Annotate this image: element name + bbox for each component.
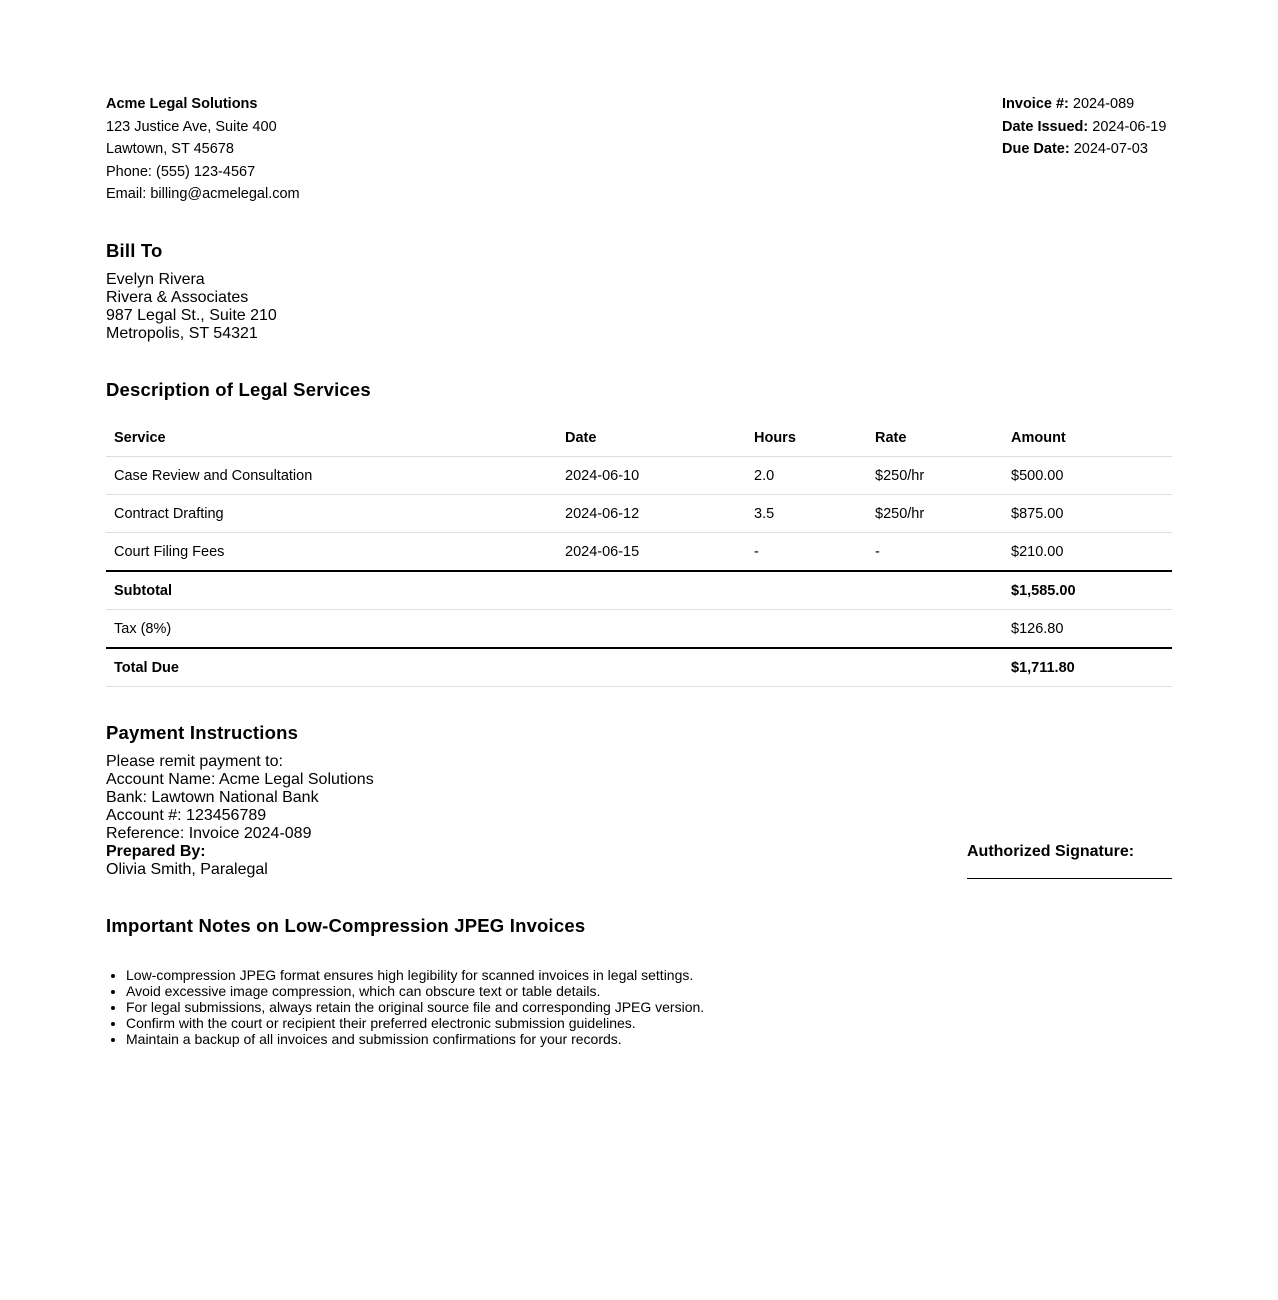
list-item: • Low-compression JPEG format ensures high legibility for scanned invoices in legal settings. (126, 967, 704, 983)
client-address-line2: Metropolis, ST 54321 (106, 325, 258, 342)
amount-cell: $210.00 (1003, 533, 1172, 572)
due-date: 2024-07-03 (1073, 141, 1148, 157)
payment-heading: Payment Instructions (106, 722, 299, 743)
prepared-by: Olivia Smith, Paralegal (106, 861, 268, 878)
company-email: Email: billing@acmelegal.com (106, 186, 300, 202)
rate-cell: $250/hr (867, 495, 1003, 533)
account-name: Account Name: Acme Legal Solutions (106, 771, 374, 788)
date-issued-row (1002, 116, 1166, 139)
client-firm: Rivera & Associates (106, 289, 249, 306)
rate-cell: $250/hr (867, 457, 1003, 495)
service-cell: Court Filing Fees (106, 533, 557, 572)
due-date-row (1002, 138, 1166, 161)
date-cell: 2024-06-10 (557, 457, 746, 495)
services-heading: Description of Legal Services (106, 379, 371, 400)
services-table (106, 419, 1172, 687)
rate-cell: - (867, 533, 1003, 572)
subtotal-label: Subtotal (106, 571, 557, 610)
company-name: Acme Legal Solutions (106, 96, 258, 112)
prepared-by-label: Prepared By: (106, 843, 206, 860)
list-item: • Avoid excessive image compression, which can obscure text or table details. (126, 983, 704, 999)
due-date-label: Due Date: (1002, 141, 1070, 157)
date-cell: 2024-06-15 (557, 533, 746, 572)
service-cell: Contract Drafting (106, 495, 557, 533)
invoice-number-row (1002, 93, 1166, 116)
table-row (106, 533, 1172, 572)
hours-cell: - (746, 533, 867, 572)
total-due-row (106, 648, 1172, 687)
payment-intro: Please remit payment to: (106, 753, 283, 770)
company-address-line1: 123 Justice Ave, Suite 400 (106, 118, 277, 135)
company-phone: Phone: (555) 123-4567 (106, 163, 256, 180)
invoice-meta (1002, 93, 1166, 161)
invoice-number: 2024-089 (1072, 96, 1135, 112)
authorized-signature-label: Authorized Signature: (967, 843, 1135, 860)
account-number: Account #: 123456789 (106, 807, 267, 824)
service-cell: Case Review and Consultation (106, 457, 557, 495)
column-header-hours: Hours (746, 419, 867, 457)
date-cell: 2024-06-12 (557, 495, 746, 533)
total-due-amount: $1,711.80 (1003, 648, 1172, 687)
table-row (106, 495, 1172, 533)
list-item: • Maintain a backup of all invoices and submission confirmations for your records. (126, 1031, 704, 1047)
signature-line (967, 878, 1172, 879)
invoice-number-label: Invoice #: (1002, 96, 1069, 112)
subtotal-row (106, 571, 1172, 610)
client-address-line1: 987 Legal St., Suite 210 (106, 307, 277, 324)
list-item: • For legal submissions, always retain the original source file and corresponding JPEG version. (126, 999, 704, 1015)
bill-to-block (106, 271, 277, 343)
tax-amount: $126.80 (1003, 610, 1172, 649)
bank-name: Bank: Lawtown National Bank (106, 789, 319, 806)
tax-label: Tax (8%) (106, 610, 557, 649)
column-header-service: Service (106, 419, 557, 457)
notes-heading: Important Notes on Low-Compression JPEG Invoices (106, 915, 586, 936)
hours-cell: 2.0 (746, 457, 867, 495)
column-header-rate: Rate (867, 419, 1003, 457)
payment-reference: Reference: Invoice 2024-089 (106, 825, 312, 842)
notes-list (106, 967, 704, 1047)
list-item: • Confirm with the court or recipient their preferred electronic submission guidelines. (126, 1015, 704, 1031)
hours-cell: 3.5 (746, 495, 867, 533)
amount-cell: $875.00 (1003, 495, 1172, 533)
bill-to-heading: Bill To (106, 240, 163, 261)
date-issued: 2024-06-19 (1092, 118, 1167, 135)
table-header-row (106, 419, 1172, 457)
amount-cell: $500.00 (1003, 457, 1172, 495)
total-due-label: Total Due (106, 648, 557, 687)
subtotal-amount: $1,585.00 (1003, 571, 1172, 610)
date-issued-label: Date Issued: (1002, 118, 1089, 135)
company-address-line2: Lawtown, ST 45678 (106, 141, 234, 157)
tax-row (106, 610, 1172, 649)
company-info (106, 93, 300, 206)
table-row (106, 457, 1172, 495)
column-header-date: Date (557, 419, 746, 457)
client-name: Evelyn Rivera (106, 271, 205, 288)
column-header-amount: Amount (1003, 419, 1172, 457)
payment-instructions (106, 753, 374, 879)
